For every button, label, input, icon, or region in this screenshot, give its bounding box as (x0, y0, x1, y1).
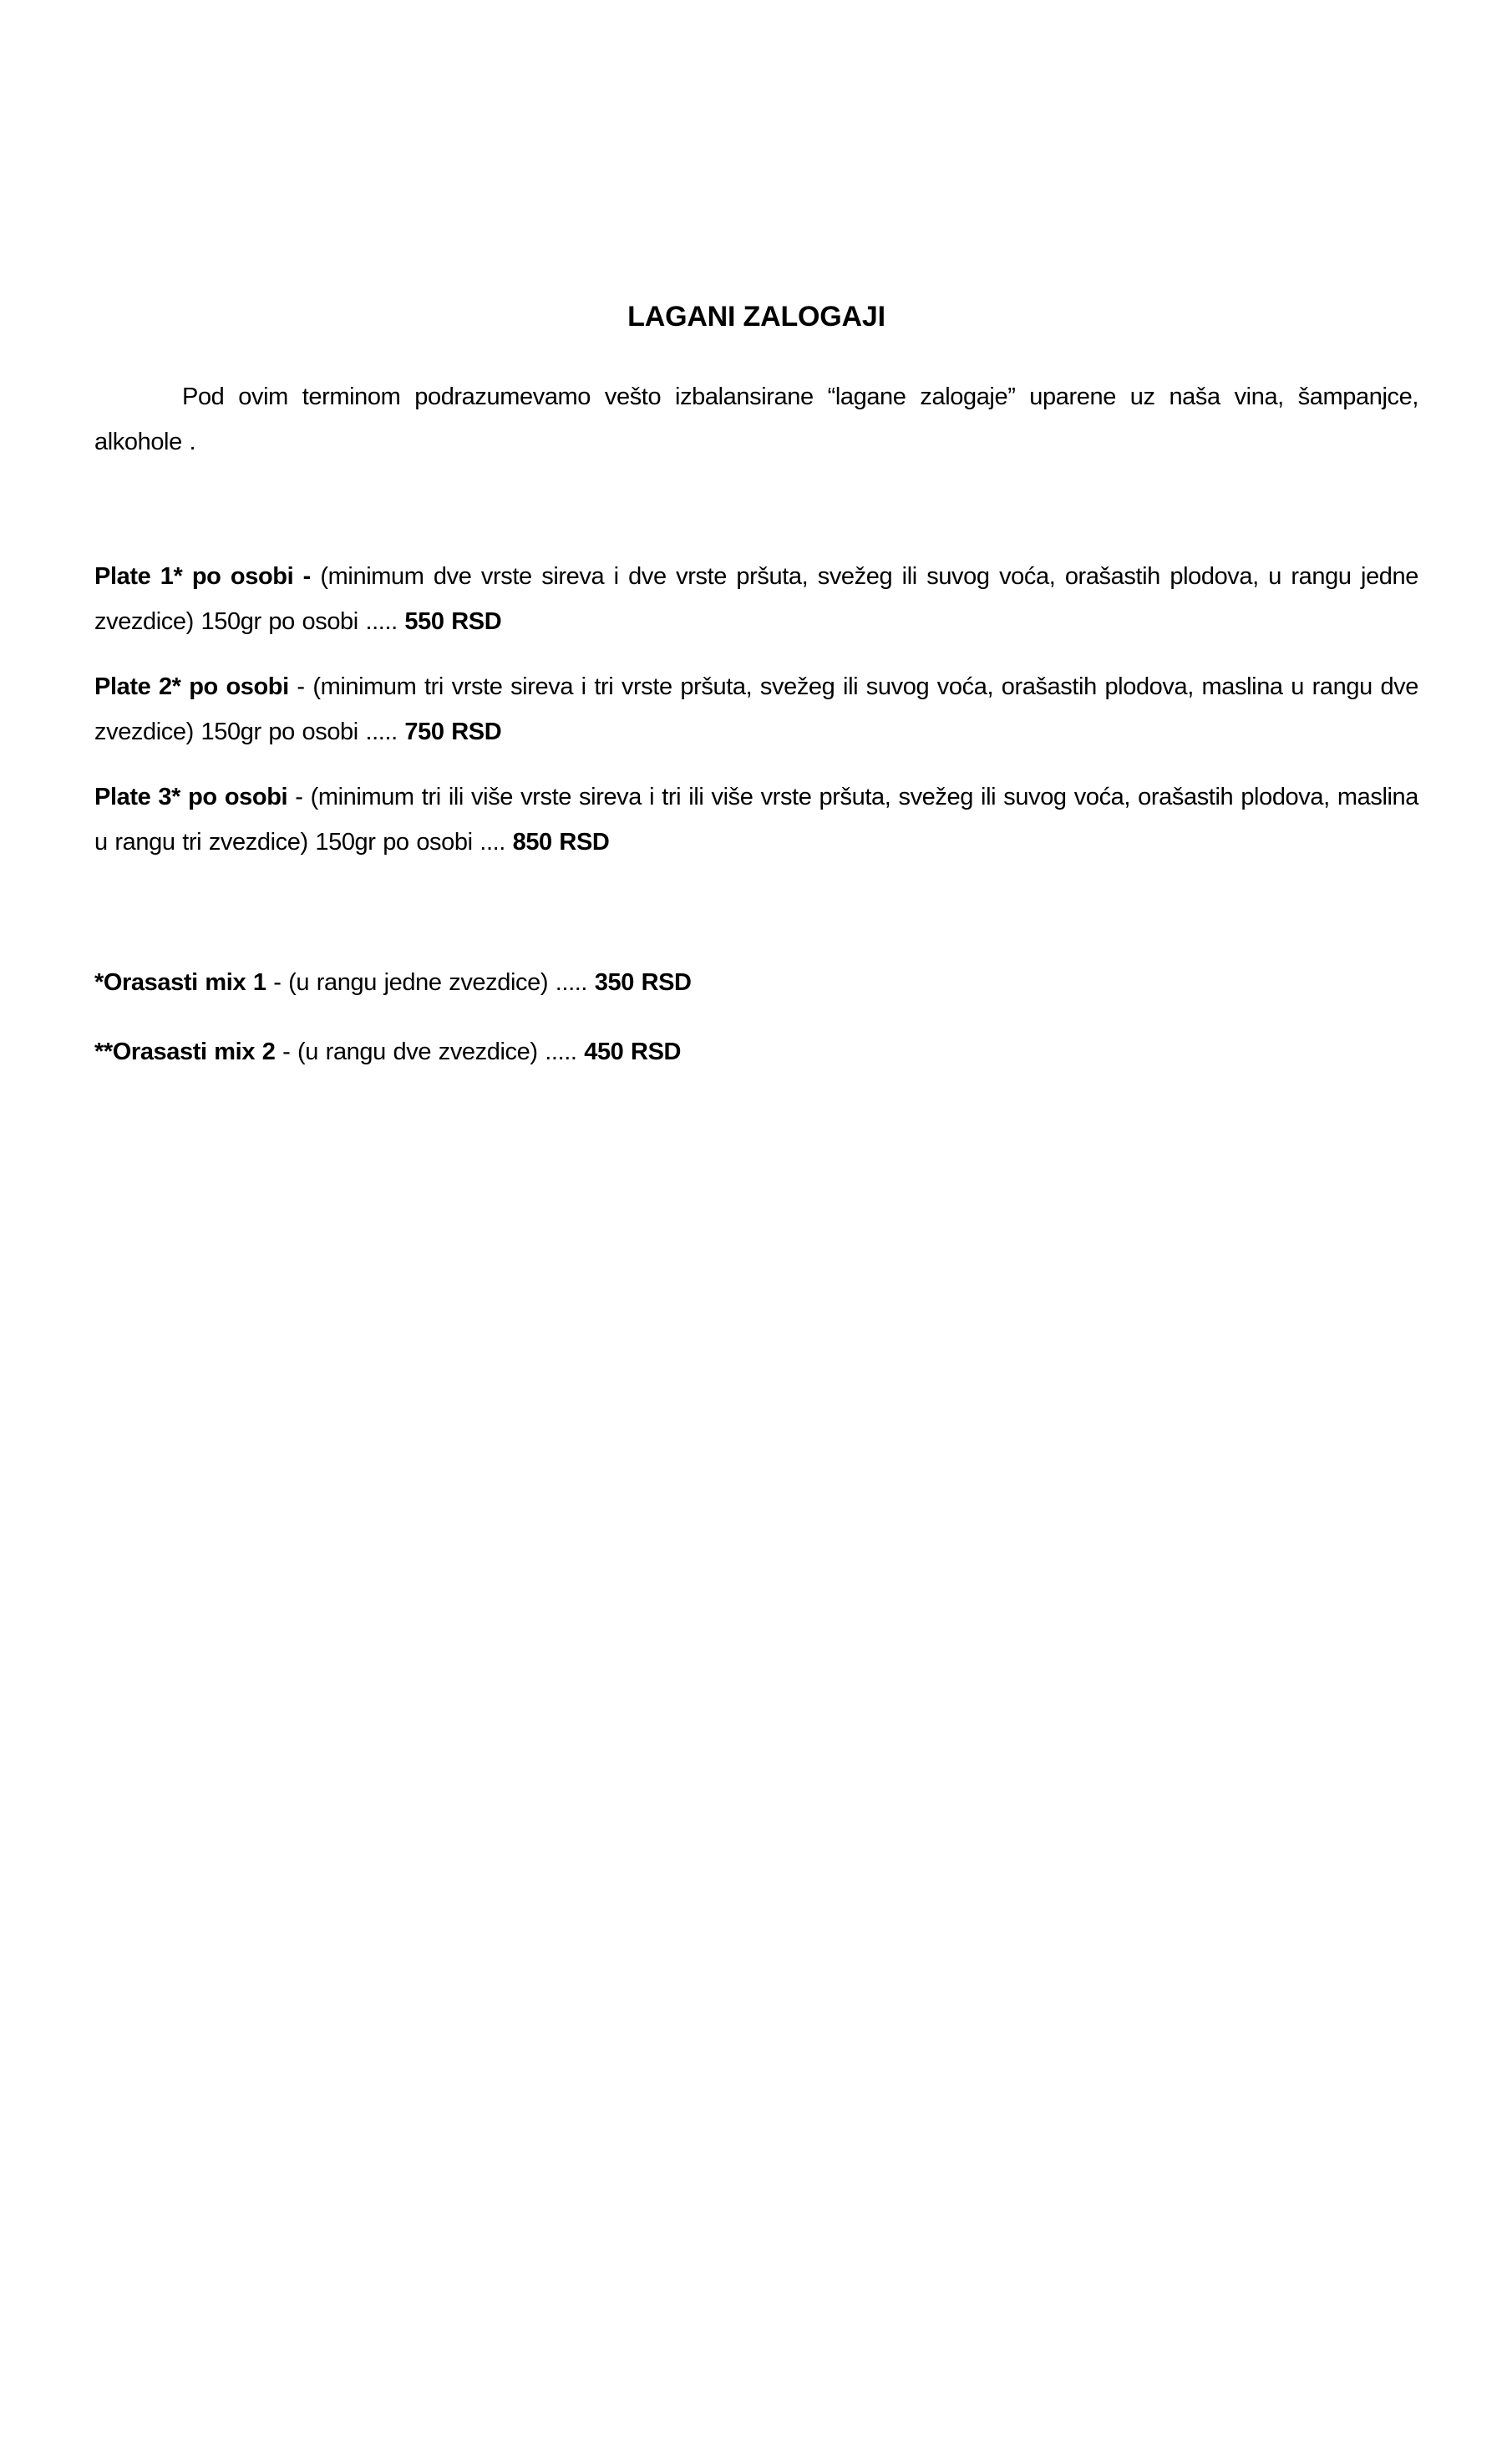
item-price: 550 RSD (404, 608, 502, 635)
item-price: 850 RSD (512, 829, 610, 856)
item-description: - (u rangu jedne zvezdice) ..... (266, 969, 595, 996)
intro-paragraph: Pod ovim terminom podrazumevamo vešto izbalansirane “lagane zalogaje” uparene uz naša vina, šampanjce, alkohole . (94, 383, 1418, 455)
menu-item-plate-3 (94, 775, 1418, 865)
item-name: **Orasasti mix 2 (94, 1039, 276, 1065)
item-name: Plate 1* po osobi - (94, 563, 311, 590)
page-title: LAGANI ZALOGAJI (627, 301, 885, 333)
item-name: Plate 2* po osobi (94, 673, 289, 700)
item-description: - (u rangu dve zvezdice) ..... (275, 1039, 585, 1065)
item-price: 450 RSD (584, 1039, 682, 1065)
menu-item-plate-2 (94, 664, 1418, 754)
item-price: 350 RSD (594, 969, 692, 996)
menu-item-plate-1 (94, 554, 1418, 644)
item-name: Plate 3* po osobi (94, 784, 288, 810)
menu-page (0, 299, 1512, 2438)
menu-item-orasasti-mix-2 (94, 1029, 1418, 1074)
item-description: (minimum dve vrste sireva i dve vrste pršuta, svežeg ili suvog voća, orašastih plodova, u rangu jedne zvezdice) 150gr po osobi ..... (94, 563, 1418, 635)
item-description: - (minimum tri ili više vrste sireva i tri ili više vrste pršuta, svežeg ili suvog voća, orašastih plodova, maslina u rangu tri zvezdice) 150gr po osobi .... (94, 784, 1418, 856)
item-price: 750 RSD (404, 719, 502, 745)
item-name: *Orasasti mix 1 (94, 969, 266, 996)
item-description: - (minimum tri vrste sireva i tri vrste pršuta, svežeg ili suvog voća, orašastih plodova, maslina u rangu dve zvezdice) 150gr po osobi ..... (94, 673, 1419, 745)
menu-item-orasasti-mix-1 (94, 960, 1418, 1005)
